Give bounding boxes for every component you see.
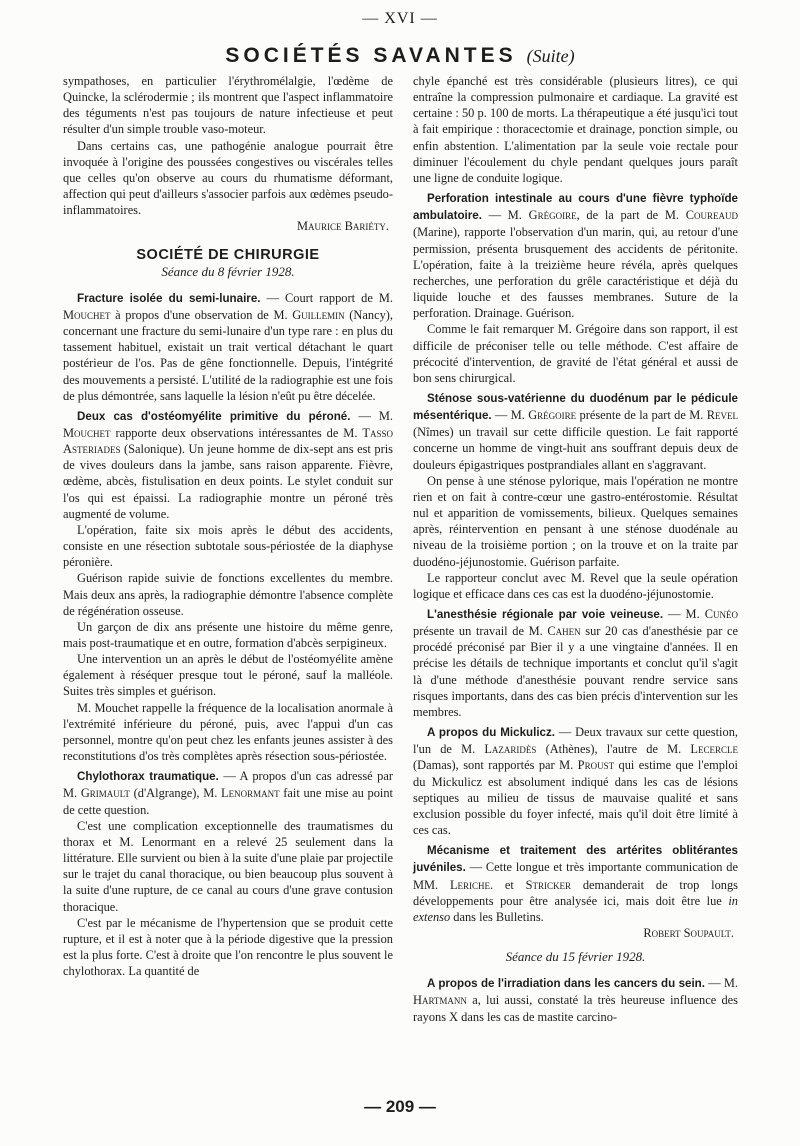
author-name: Cunéo <box>704 607 738 621</box>
paragraph: C'est par le mécanisme de l'hypertension que se produit cette rupture, et il est à noter que à la période digestive que la pression est la plus forte. C'est à droite que l'on rencontre le plus souvent le chylothorax. La quantité de <box>63 915 393 979</box>
article-paragraph: Fracture isolée du semi-lunaire. — Court rapport de M. Mouchet à propos d'une observation de M. Guillemin (Nancy), concernant une fracture du semi-lunaire d'un type rare : en plus du tassement habituel, existait un trait vertical détachant le quart postérieur de l'os. Pas de gêne fonctionnelle. Depuis, l'intégrité des mouvements a persisté. L'utilité de la radiographie est une fois de plus démontrée, sans laquelle la lésion n'eût pu être décelée. <box>63 290 393 403</box>
page-number: — 209 — <box>364 1097 436 1116</box>
paragraph: C'est une complication exceptionnelle des traumatismes du thorax et M. Lenormant en a relevé 25 seulement dans la littérature. Elle survient ou bien à la suite d'une plaie par projectile sur le trajet du canal thoracique, ou bien beaucoup plus souvent à la suite d'une rupture, de ce canal au cours d'une grave contusion thoracique. <box>63 818 393 914</box>
roman-page-number: — XVI — <box>362 10 438 27</box>
author-name: Revel <box>706 408 738 423</box>
author-name: Grimault <box>80 786 130 801</box>
article-heading: L'anesthésie régionale par voie veineuse. <box>427 608 664 621</box>
author-name: Grégoire <box>528 408 577 423</box>
article-paragraph: A propos de l'irradiation dans les cancers du sein. — M. Hartmann a, lui aussi, constaté la très heureuse influence des rayons X dans les cas de mastite carcino- <box>413 976 739 1024</box>
author-name: Leriche <box>449 877 491 892</box>
signature: Maurice Bariéty. <box>297 219 389 234</box>
author-name: Hartmann <box>413 993 467 1008</box>
signature: Robert Soupault. <box>643 925 734 940</box>
author-name: Proust <box>577 758 615 773</box>
article-heading: Deux cas d'ostéomyélite primitive du péroné. <box>77 409 351 423</box>
title-suite: (Suite) <box>526 46 575 66</box>
right-column <box>413 73 738 1025</box>
latin-phrase: in extenso <box>413 893 738 924</box>
session-date: Séance du 8 février 1928. <box>161 263 295 279</box>
author-name: Mouchet <box>63 425 111 440</box>
paragraph: L'opération, faite six mois après le début des accidents, consiste en une résection subtotale sous-périostée de la diaphyse péronière. <box>63 522 393 570</box>
article-paragraph: Perforation intestinale au cours d'une fièvre typhoïde ambulatoire. — M. Grégoire, de la part de M. Coureaud (Marine), rapporte l'observation d'un marin, qui, au retour d'une permission, présenta brusquement des accidents de péritonite. L'opération, faite à la treizième heure révéla, après quelques recherches, une perforation du grêle caractéristique et déjà du liquide louche et des fausses membranes. Suture de la perforation. Drainage. Guérison. <box>413 192 738 321</box>
paragraph: Comme le fait remarquer M. Grégoire dans son rapport, il est difficile de préconiser telle ou telle méthode. C'est affaire de précocité d'intervention, de gravité de l'état général et aussi de bon sens chirurgical. <box>413 322 738 385</box>
page-title <box>0 44 800 68</box>
paragraph: Dans certains cas, une pathogénie analogue pourrait être invoquée à l'origine des poussées congestives ou viscérales telles que celles qu'on observe au cours du rhumatisme déformant, affection qui peut d'ailleurs s'associer parfois aux œdèmes pseudo-inflammatoires. <box>63 138 393 218</box>
left-column <box>63 73 393 979</box>
article-paragraph: A propos du Mickulicz. — Deux travaux sur cette question, l'un de M. Lazaridès (Athènes), l'autre de M. Lecercle (Damas), sont rapportés par M. Proust qui estime que l'emploi du Mickulicz est absolument indiqué dans les cas de lésions septiques au milieu de tissus de mauvaise qualité et sans exclusion possible du foyer infecté, mais qu'il doit être limité à ces cas. <box>413 725 738 838</box>
author-name: Tasso Asteriades <box>63 425 393 457</box>
section-title: SOCIÉTÉS SAVANTES <box>225 44 517 67</box>
author-name: Lazaridès <box>484 742 537 757</box>
article-heading: Chylothorax traumatique. <box>77 770 219 784</box>
article-heading: Fracture isolée du semi-lunaire. <box>77 291 261 305</box>
author-name: Grégoire <box>528 208 577 223</box>
article-heading: A propos de l'irradiation dans les cancers du sein. <box>427 977 705 991</box>
author-name: Lecercle <box>690 742 738 757</box>
paragraph: chyle épanché est très considérable (plusieurs litres), ce qui entraîne la compression pulmonaire et cardiaque. La gravité est certaine : 50 p. 100 de morts. La thérapeutique a été jusqu'ici tout à fait empirique : thoracectomie et drainage, ponction simple, ou enfin abstention. L'alimentation par la seule voie rectale pour diminuer l'écoulement du chyle pendant quelques jours paraît une ligne de conduite logique. <box>413 74 738 185</box>
article-heading: Perforation intestinale au cours d'une fièvre typhoïde ambulatoire. <box>413 192 738 223</box>
article-paragraph: Sténose sous-vatérienne du duodénum par le pédicule mésentérique. — M. Grégoire présente de la part de M. Revel (Nîmes) un travail sur cette difficile question. Le fait rapporté concerne un homme de vingt-huit ans souffrant depuis deux de douleurs épigastriques postprandiales allant en s'aggravant. <box>413 391 738 472</box>
paragraph: Une intervention un an après le début de l'ostéomyélite amène également à réséquer presque tout le péroné, sauf la malléole. Suites très simples et guérison. <box>63 652 393 699</box>
society-heading: SOCIÉTÉ DE CHIRURGIE <box>136 246 320 263</box>
author-name: Cahen <box>547 624 581 639</box>
session-date: Séance du 15 février 1928. <box>505 949 646 965</box>
article-heading: A propos du Mickulicz. <box>427 726 556 740</box>
author-name: Lenormant <box>221 786 280 801</box>
author-name: Coureaud <box>685 208 738 223</box>
article-heading: Sténose sous-vatérienne du duodénum par le pédicule mésentérique. <box>413 391 738 423</box>
paragraph: M. Mouchet rappelle la fréquence de la localisation anormale à l'extrémité inférieure du péroné, puis, avec l'appui d'un cas personnel, montre qu'on peut chez les enfants jeunes assister à des reconstitutions d'os très complètes après résection sous-périostée. <box>63 700 393 764</box>
paragraph: Guérison rapide suivie de fonctions excellentes du membre. Mais deux ans après, la radiographie démontre l'absence complète de régénération osseuse. <box>63 571 393 618</box>
paragraph: Le rapporteur conclut avec M. Revel que la seule opération logique et efficace dans ces cas est la duodéno-jéjunostomie. <box>413 570 738 601</box>
paragraph: sympathoses, en particulier l'érythromélalgie, l'œdème de Quincke, la sclérodermie ; ils montrent que l'aspect inflammatoire des téguments n'est pas toujours de nature infectieuse et peut résulter d'un simple trouble vaso-moteur. <box>63 74 393 137</box>
article-paragraph: Mécanisme et traitement des artérites oblitérantes juvéniles. — Cette longue et très importante communication de MM. Leriche. et Stricker demanderait de trop longs développements pour être analysée ici, mais doit être lue in extenso dans les Bulletins. <box>413 844 738 924</box>
author-name: Stricker <box>525 877 572 892</box>
paragraph: On pense à une sténose pylorique, mais l'opération ne montre rien et on fait à contre-cœur une gastro-entérostomie. Résultat nul et apparition de vomissements, bilieux. Quelques semaines après, réintervention en pensant à une sténose duodénale au niveau de la troisième portion ; on la trouve et on la traite par duodéno-jéjunostomie. Guérison parfaite. <box>413 473 738 569</box>
author-name: Mouchet <box>63 307 111 322</box>
article-heading: Mécanisme et traitement des artérites oblitérantes juvéniles. <box>413 844 738 875</box>
article-paragraph: Deux cas d'ostéomyélite primitive du péroné. — M. Mouchet rapporte deux observations intéressantes de M. Tasso Asteriades (Salonique). Un jeune homme de dix-sept ans est pris de vives douleurs dans la jambe, sans raison apparente. Fièvre, œdème, abcès, fistulisation en deux points. Le stylet conduit sur l'os qui est épaissi. La radiographie montre un péroné très augmenté de volume. <box>63 408 393 521</box>
paragraph: Un garçon de dix ans présente une histoire du même genre, mais post-traumatique et en outre, formation d'abcès serpigineux. <box>63 619 393 650</box>
article-paragraph: Chylothorax traumatique. — A propos d'un cas adressé par M. Grimault (d'Algrange), M. Lenormant fait une mise au point de cette question. <box>63 769 393 817</box>
author-name: Guillemin <box>292 307 345 322</box>
article-paragraph: L'anesthésie régionale par voie veineuse. — M. Cunéo présente un travail de M. Cahen sur 20 cas d'anesthésie par ce procédé préconisé par Bier il y a une vingtaine d'années. Il en précise les détails de technique importants et conclut qu'il s'agit là d'une méthode d'anesthésie pouvant rendre service sans risques importants, dans des cas bien précis d'intervention sur les membres. <box>413 607 739 719</box>
